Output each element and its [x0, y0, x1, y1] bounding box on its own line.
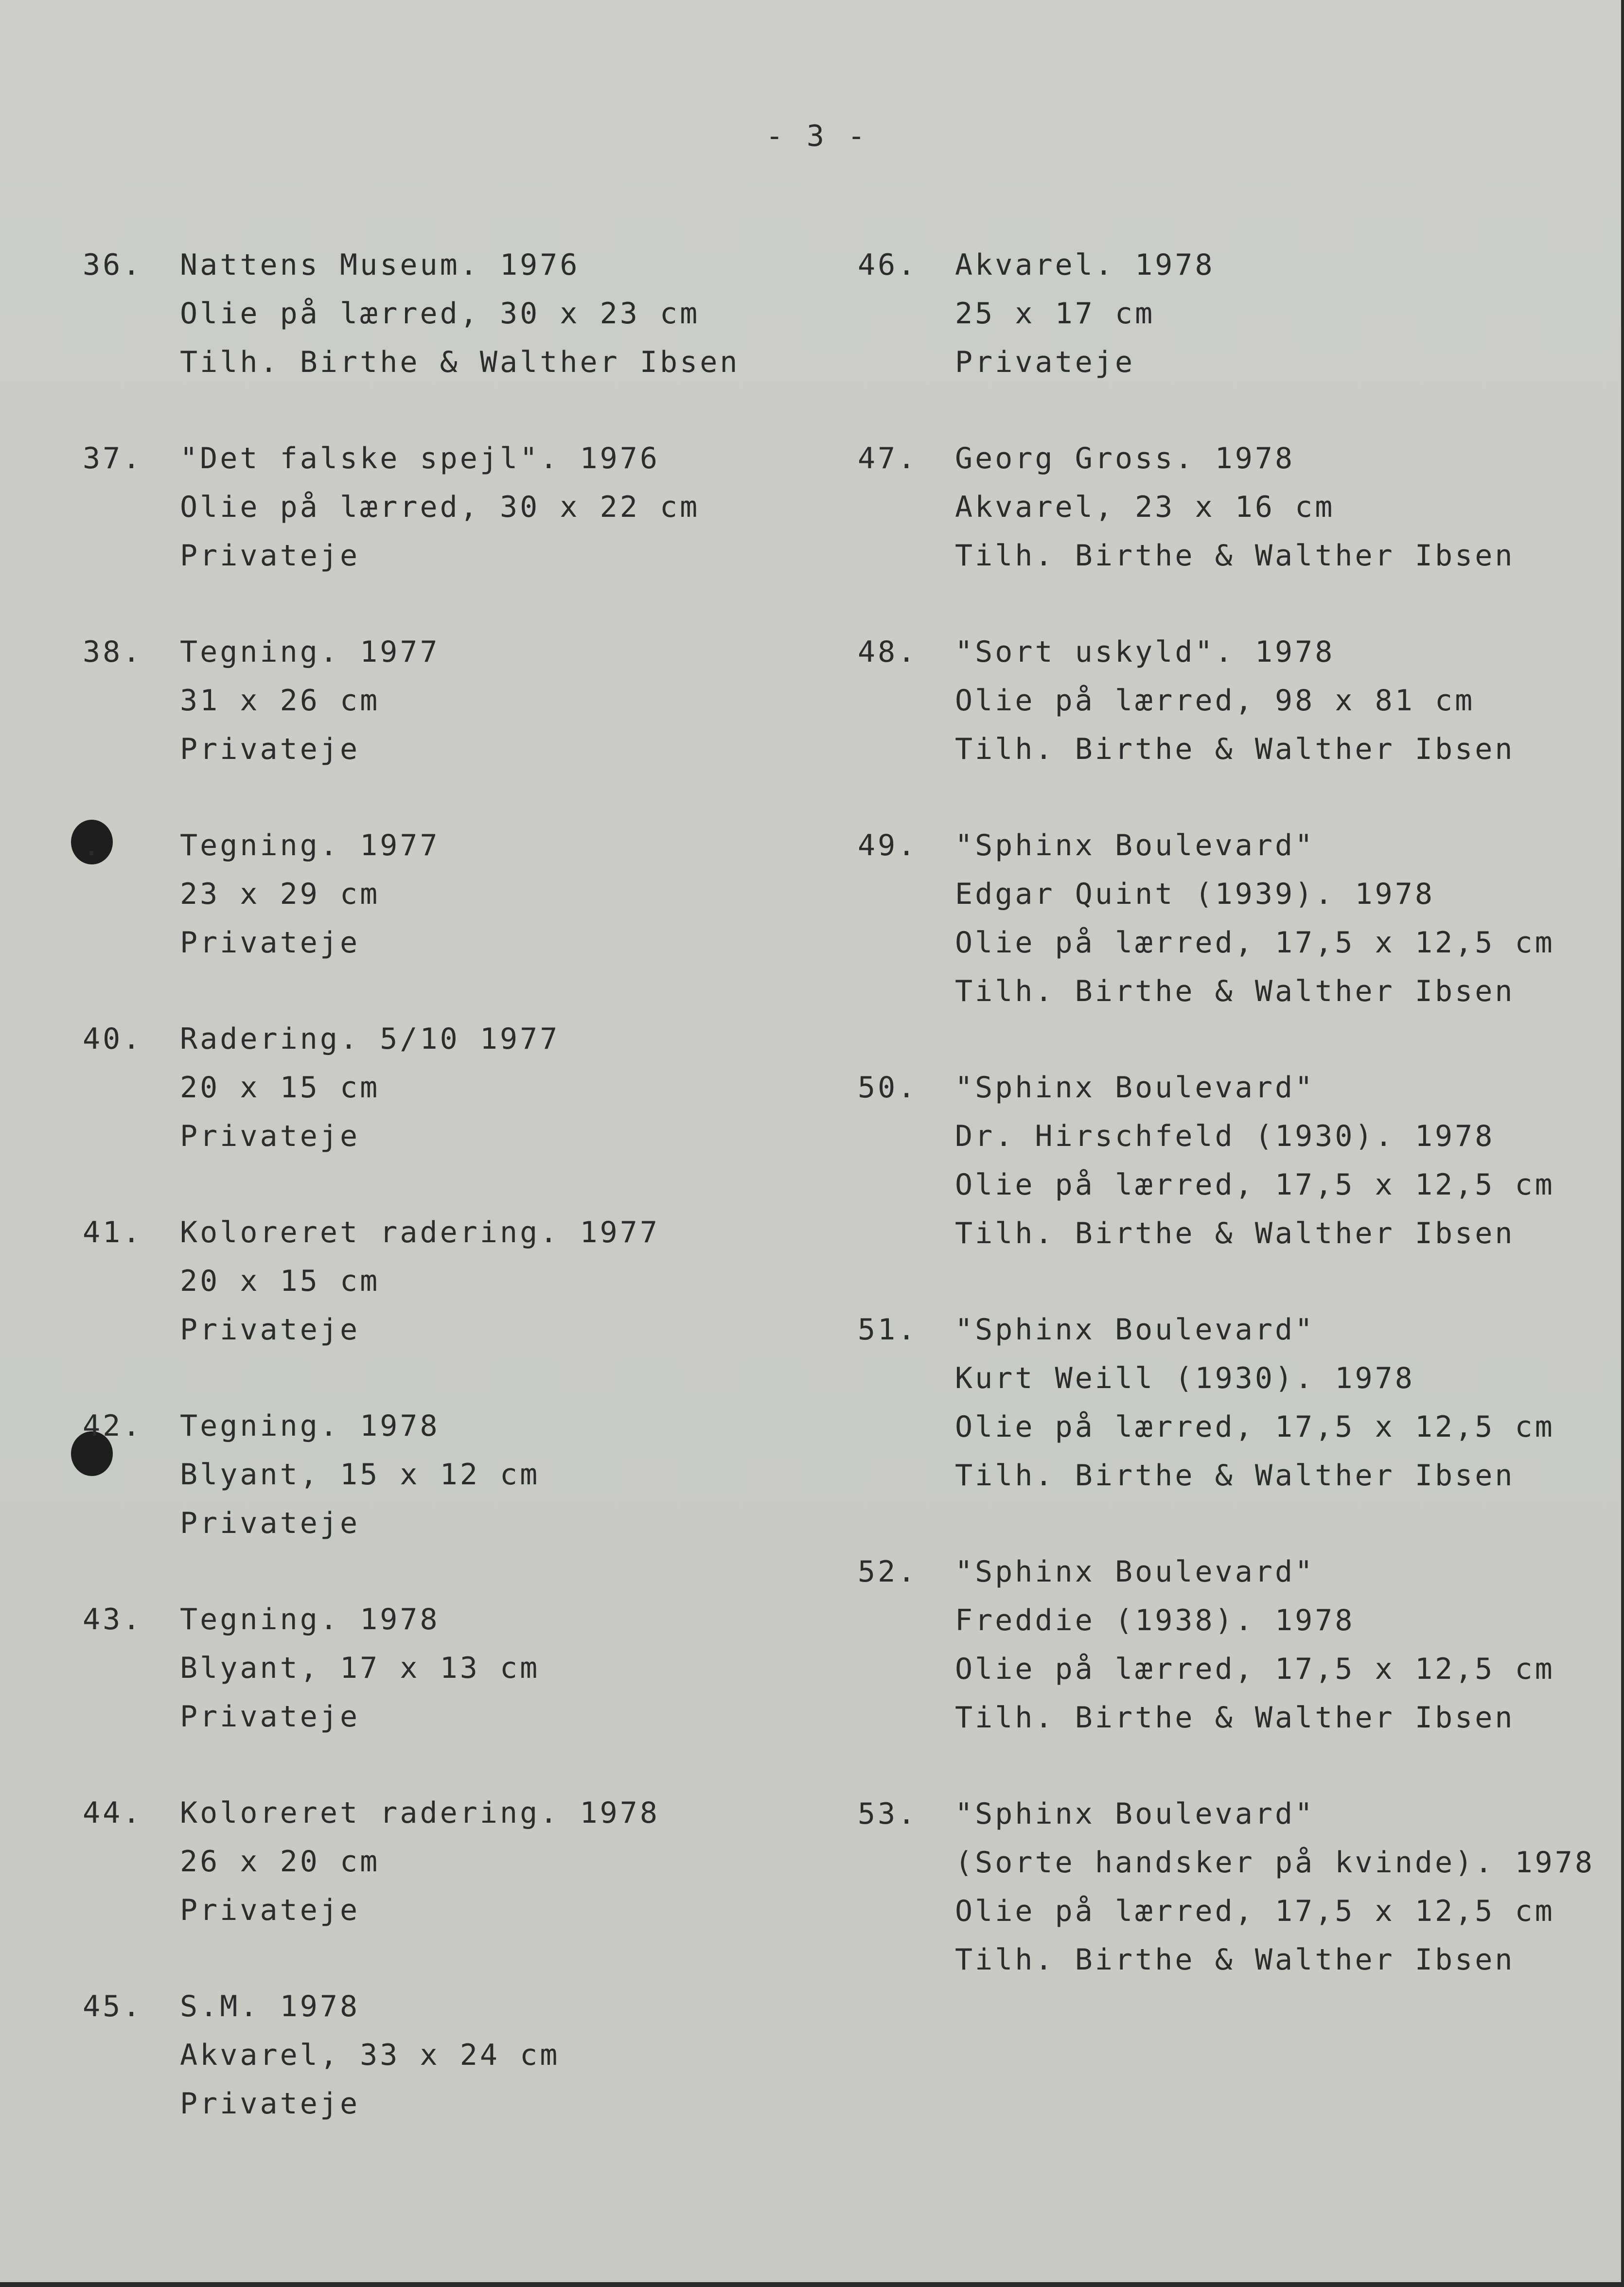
entry-line: Koloreret radering. 1977	[180, 1215, 660, 1249]
entry-line: Privateje	[180, 1506, 360, 1540]
entry-number: 51.	[858, 1313, 918, 1347]
entry-number: 41.	[83, 1215, 143, 1249]
entry-line: Olie på lærred, 17,5 x 12,5 cm	[955, 1894, 1555, 1928]
catalogue-entry	[83, 1402, 841, 1548]
entry-line: Tilh. Birthe & Walther Ibsen	[955, 1701, 1515, 1735]
entry-number: 50.	[858, 1071, 918, 1105]
entry-line: 25 x 17 cm	[955, 297, 1155, 331]
entry-line: 31 x 26 cm	[180, 684, 380, 718]
entry-line: Koloreret radering. 1978	[180, 1796, 660, 1830]
entry-number: 46.	[858, 248, 918, 282]
catalogue-entry	[83, 1208, 841, 1354]
entry-line: Olie på lærred, 30 x 22 cm	[180, 490, 700, 524]
entry-line: Tilh. Birthe & Walther Ibsen	[955, 732, 1515, 766]
entry-line: 26 x 20 cm	[180, 1845, 380, 1879]
left-column	[83, 241, 841, 2128]
catalogue-entry	[858, 1305, 1616, 1500]
entry-line: Privateje	[955, 345, 1135, 379]
catalogue-entry	[83, 1015, 841, 1161]
catalogue-entry	[83, 1595, 841, 1741]
entry-line: Olie på lærred, 30 x 23 cm	[180, 297, 700, 331]
entry-line: Dr. Hirschfeld (1930). 1978	[955, 1119, 1495, 1153]
catalogue-entry	[83, 1982, 841, 2128]
entry-line: 20 x 15 cm	[180, 1264, 380, 1298]
entry-line: Privateje	[180, 1893, 360, 1927]
entry-number: 53.	[858, 1797, 918, 1831]
catalogue-entry	[83, 434, 841, 580]
entry-line: "Sphinx Boulevard"	[955, 1071, 1315, 1105]
catalogue-entry	[858, 1063, 1616, 1258]
entry-line: Edgar Quint (1939). 1978	[955, 877, 1435, 911]
entry-line: (Sorte handsker på kvinde). 1978	[955, 1846, 1595, 1880]
entry-line: S.M. 1978	[180, 1989, 360, 2023]
entry-number: 38.	[83, 635, 143, 669]
catalogue-entry	[83, 821, 841, 967]
entry-number: 37.	[83, 441, 143, 475]
entry-line: "Sphinx Boulevard"	[955, 1797, 1315, 1831]
catalogue-entry	[858, 628, 1616, 774]
entry-line: Tilh. Birthe & Walther Ibsen	[955, 1459, 1515, 1493]
catalogue-entry	[858, 434, 1616, 580]
entry-number: 52.	[858, 1555, 918, 1589]
entry-line: "Sphinx Boulevard"	[955, 1313, 1315, 1347]
catalogue-entry	[858, 821, 1616, 1016]
entry-line: Privateje	[180, 2087, 360, 2121]
entry-line: Olie på lærred, 17,5 x 12,5 cm	[955, 1652, 1555, 1686]
entry-line: Radering. 5/10 1977	[180, 1022, 560, 1056]
catalogue-entry	[83, 628, 841, 774]
entry-number: 48.	[858, 635, 918, 669]
entry-line: Olie på lærred, 98 x 81 cm	[955, 684, 1475, 718]
entry-line: Tegning. 1977	[180, 828, 440, 862]
entry-line: Akvarel. 1978	[955, 248, 1215, 282]
entry-line: Privateje	[180, 926, 360, 960]
entry-line: Tilh. Birthe & Walther Ibsen	[955, 974, 1515, 1008]
entry-line: Georg Gross. 1978	[955, 441, 1295, 475]
entry-line: Tilh. Birthe & Walther Ibsen	[955, 539, 1515, 573]
entry-line: 23 x 29 cm	[180, 877, 380, 911]
entry-line: Tilh. Birthe & Walther Ibsen	[180, 345, 740, 379]
catalogue-entry	[83, 1789, 841, 1935]
entry-line: Blyant, 15 x 12 cm	[180, 1458, 540, 1492]
entry-line: "Det falske spejl". 1976	[180, 441, 660, 475]
entry-line: Olie på lærred, 17,5 x 12,5 cm	[955, 1168, 1555, 1202]
entry-line: "Sort uskyld". 1978	[955, 635, 1335, 669]
entry-number: 45.	[83, 1989, 143, 2023]
entry-line: Privateje	[180, 1119, 360, 1153]
entry-number: 40.	[83, 1022, 143, 1056]
entry-line: Olie på lærred, 17,5 x 12,5 cm	[955, 1410, 1555, 1444]
entry-line: "Sphinx Boulevard"	[955, 1555, 1315, 1589]
right-column	[858, 241, 1616, 1984]
entry-line: Privateje	[180, 1700, 360, 1734]
entry-number: 44.	[83, 1796, 143, 1830]
entry-line: 20 x 15 cm	[180, 1071, 380, 1105]
entry-line: Tegning. 1978	[180, 1409, 440, 1443]
entry-number: 47.	[858, 441, 918, 475]
entry-line: Freddie (1938). 1978	[955, 1603, 1355, 1637]
entry-line: Akvarel, 23 x 16 cm	[955, 490, 1335, 524]
entry-line: Privateje	[180, 1313, 360, 1347]
catalogue-entry	[858, 241, 1616, 387]
entry-line: Privateje	[180, 732, 360, 766]
entry-number: 43.	[83, 1602, 143, 1636]
entry-number: 36.	[83, 248, 143, 282]
page-number: - 3 -	[765, 119, 868, 153]
entry-number: .	[83, 828, 103, 862]
entry-line: Kurt Weill (1930). 1978	[955, 1361, 1415, 1395]
entry-line: Nattens Museum. 1976	[180, 248, 580, 282]
entry-line: Tilh. Birthe & Walther Ibsen	[955, 1943, 1515, 1977]
entry-number: 42.	[83, 1409, 143, 1443]
catalogue-entry	[858, 1790, 1616, 1984]
entry-line: Tegning. 1977	[180, 635, 440, 669]
entry-line: Blyant, 17 x 13 cm	[180, 1651, 540, 1685]
entry-line: Privateje	[180, 539, 360, 573]
entry-line: Akvarel, 33 x 24 cm	[180, 2038, 560, 2072]
entry-line: Tilh. Birthe & Walther Ibsen	[955, 1216, 1515, 1250]
entry-number: 49.	[858, 828, 918, 862]
entry-line: "Sphinx Boulevard"	[955, 828, 1315, 862]
catalogue-entry	[858, 1548, 1616, 1742]
entry-line: Olie på lærred, 17,5 x 12,5 cm	[955, 926, 1555, 960]
entry-line: Tegning. 1978	[180, 1602, 440, 1636]
catalogue-entry	[83, 241, 841, 387]
